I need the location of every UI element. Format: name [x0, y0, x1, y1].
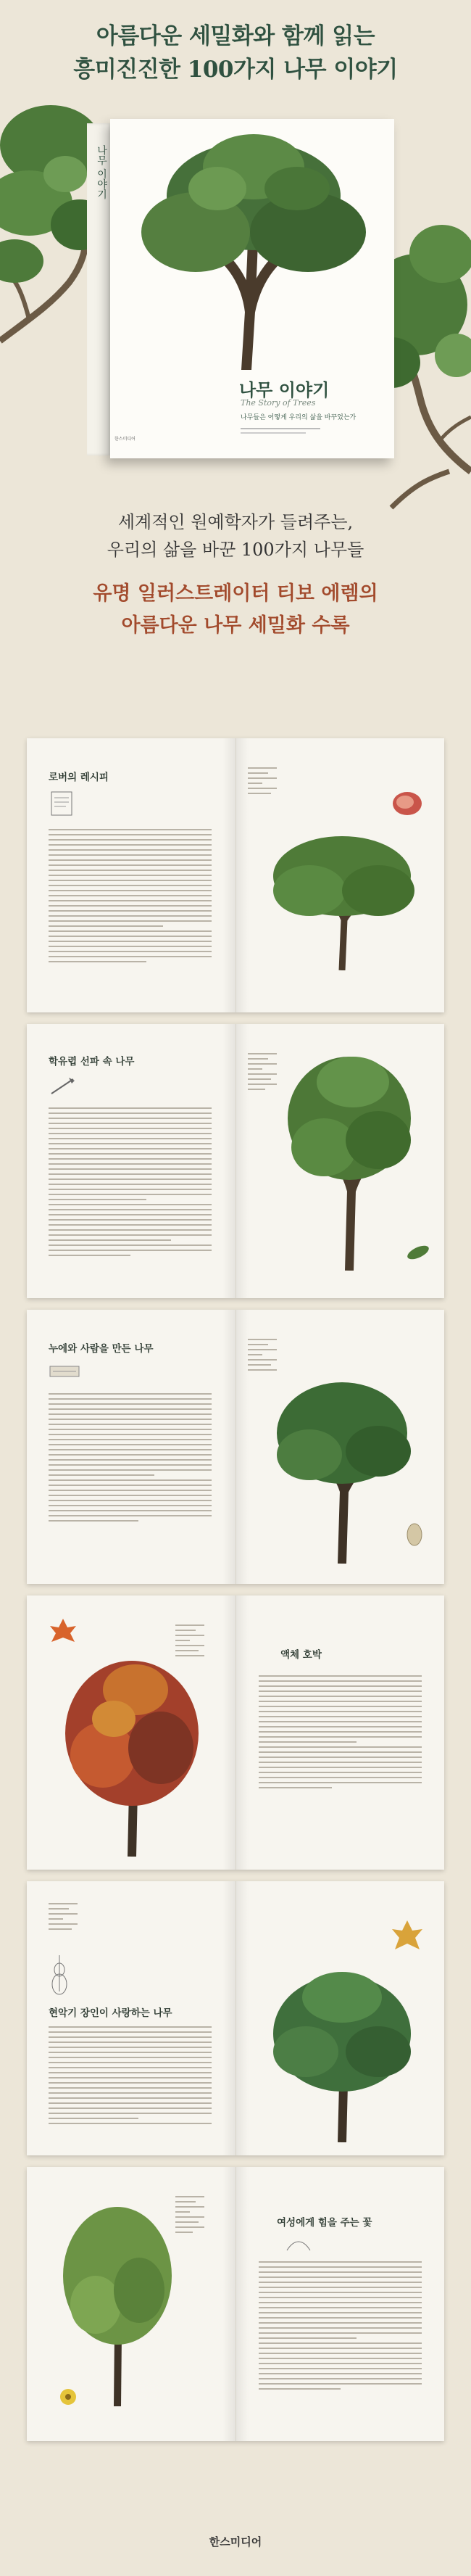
hero-title-line2: 흥미진진한 100가지 나무 이야기: [73, 57, 398, 83]
spread-heading: 로버의 레시피: [49, 772, 109, 783]
spread-heading: 학유렵 선파 속 나무: [49, 1056, 135, 1068]
tree-illustration: [280, 1053, 418, 1271]
meta-text-placeholder: [248, 1339, 277, 1374]
spine-title: 나무 이야기: [96, 145, 107, 199]
book-spread-4: [27, 1595, 444, 1870]
cover-tree-illustration: [130, 131, 377, 370]
body-text-placeholder: [49, 1393, 212, 1525]
meta-text-placeholder: [49, 1903, 78, 1933]
highlight-line1: 유명 일러스트레이터 티보 에렘의: [93, 582, 378, 605]
tree-illustration: [270, 1375, 414, 1564]
leaf-illustration: [404, 1242, 433, 1263]
tagline-line2: 우리의 삶을 바꾼 100가지 나무들: [107, 540, 364, 560]
book-subtitle: 나무들은 어떻게 우리의 삶을 바꾸었는가: [241, 414, 357, 421]
book-spread-2: [27, 1024, 444, 1298]
book-spread-5: [27, 1881, 444, 2155]
meta-text-placeholder: [175, 1625, 204, 1660]
tree-illustration: [56, 1654, 208, 1857]
book-title: 나무 이야기: [239, 379, 330, 400]
leaf-illustration: [389, 1917, 425, 1954]
body-text-placeholder: [259, 2261, 422, 2393]
cone-illustration: [404, 1520, 425, 1549]
tree-illustration: [266, 1961, 418, 2142]
spot-illustration: [49, 1075, 78, 1097]
tree-illustration: [266, 825, 418, 970]
publisher-logo: 한스미디어: [209, 2535, 262, 2548]
meta-text-placeholder: [248, 767, 277, 798]
autumn-leaf-illustration: [49, 1617, 78, 1646]
spot-illustration: [49, 1361, 80, 1381]
book-spread-1: [27, 738, 444, 1012]
hero-section: [0, 0, 471, 725]
tagline-line1: 세계적인 원예학자가 들려주는,: [117, 512, 354, 532]
highlight-line2: 아름다운 나무 세밀화 수록: [121, 614, 350, 637]
book-spread-6: [27, 2167, 444, 2441]
body-text-placeholder: [49, 1107, 212, 1260]
body-text-placeholder: [259, 1675, 422, 1792]
spread-heading: 현악기 장인이 사랑하는 나무: [49, 2007, 172, 2019]
hero-title-line1: 아름다운 세밀화와 함께 읽는: [96, 23, 375, 49]
book-author-block: [241, 428, 357, 434]
spot-illustration: [49, 789, 75, 818]
spread-heading: 누에와 사람을 만든 나무: [49, 1343, 154, 1355]
flower-illustration: [56, 2385, 80, 2409]
body-text-placeholder: [49, 2026, 212, 2128]
body-text-placeholder: [49, 829, 212, 966]
book-publisher-mark: 한스미디어: [114, 437, 136, 442]
book-spread-3: [27, 1310, 444, 1584]
violin-illustration: [49, 1954, 70, 1997]
meta-text-placeholder: [175, 2196, 204, 2237]
spread-heading: 액체 호박: [280, 1649, 322, 1661]
spread-heading: 여성에게 힘을 주는 꽃: [277, 2217, 372, 2229]
fruit-illustration: [389, 789, 425, 818]
spot-illustration: [284, 2236, 313, 2253]
meta-text-placeholder: [248, 1053, 277, 1094]
tree-illustration: [56, 2203, 179, 2406]
book-title-english: The Story of Trees: [241, 398, 316, 408]
